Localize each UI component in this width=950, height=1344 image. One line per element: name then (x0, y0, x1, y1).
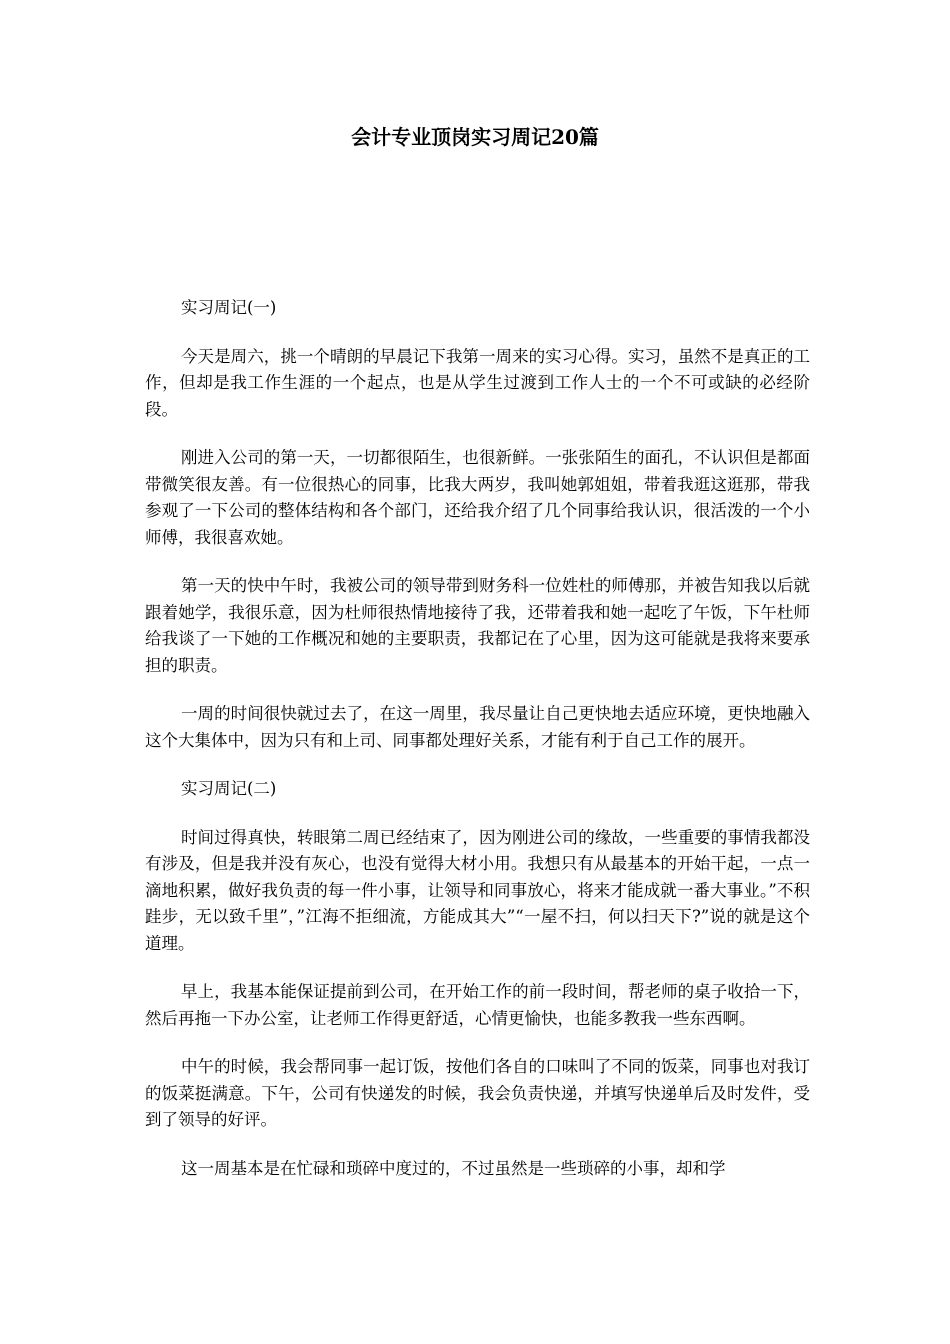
paragraph: 第一天的快中午时，我被公司的领导带到财务科一位姓杜的师傅那，并被告知我以后就跟着她学，我很乐意，因为杜师很热情地接待了我，还带着我和她一起吃了午饭，下午杜师给我谈了一下她的工作概况和她的主要职责，我都记在了心里，因为这可能就是我将来要承担的职责。 (145, 576, 810, 675)
paragraph: 这一周基本是在忙碌和琐碎中度过的，不过虽然是一些琐碎的小事，却和学 (181, 1158, 726, 1178)
section-heading: 实习周记(一) (181, 298, 277, 317)
document-title: 会计专业顶岗实习周记20篇 (351, 125, 599, 149)
paragraph: 早上，我基本能保证提前到公司，在开始工作的前一段时间，帮老师的桌子收拾一下，然后再拖一下办公室，让老师工作得更舒适，心情更愉快，也能多教我一些东西啊。 (145, 982, 810, 1028)
paragraph: 今天是周六，挑一个晴朗的早晨记下我第一周来的实习心得。实习，虽然不是真正的工作，但却是我工作生涯的一个起点，也是从学生过渡到工作人士的一个不可或缺的必经阶段。 (145, 346, 810, 419)
paragraph: 刚进入公司的第一天，一切都很陌生，也很新鲜。一张张陌生的面孔，不认识但是都面带微笑很友善。有一位很热心的同事，比我大两岁，我叫她郭姐姐，带着我逛这逛那，带我参观了一下公司的整体结构和各个部门，还给我介绍了几个同事给我认识，很活泼的一个小师傅，我很喜欢她。 (145, 448, 810, 547)
paragraph: 中午的时候，我会帮同事一起订饭，按他们各自的口味叫了不同的饭菜，同事也对我订的饭菜挺满意。下午，公司有快递发的时候，我会负责快递，并填写快递单后及时发件，受到了领导的好评。 (145, 1057, 810, 1129)
document-body (145, 295, 810, 1204)
paragraph: 时间过得真快，转眼第二周已经结束了，因为刚进公司的缘故，一些重要的事情我都没有涉及，但是我并没有灰心，也没有觉得大材小用。我想只有从最基本的开始干起，一点一滴地积累，做好我负责的每一件小事，让领导和同事放心，将来才能成就一番大事业。”不积跬步，无以致千里”，”江海不拒细流，方能成其大”“一屋不扫，何以扫天下?”说的就是这个道理。 (145, 827, 810, 953)
paragraph: 一周的时间很快就过去了，在这一周里，我尽量让自己更快地去适应环境，更快地融入这个大集体中，因为只有和上司、同事都处理好关系，才能有利于自己工作的展开。 (145, 704, 810, 750)
section-heading: 实习周记(二) (181, 779, 277, 798)
